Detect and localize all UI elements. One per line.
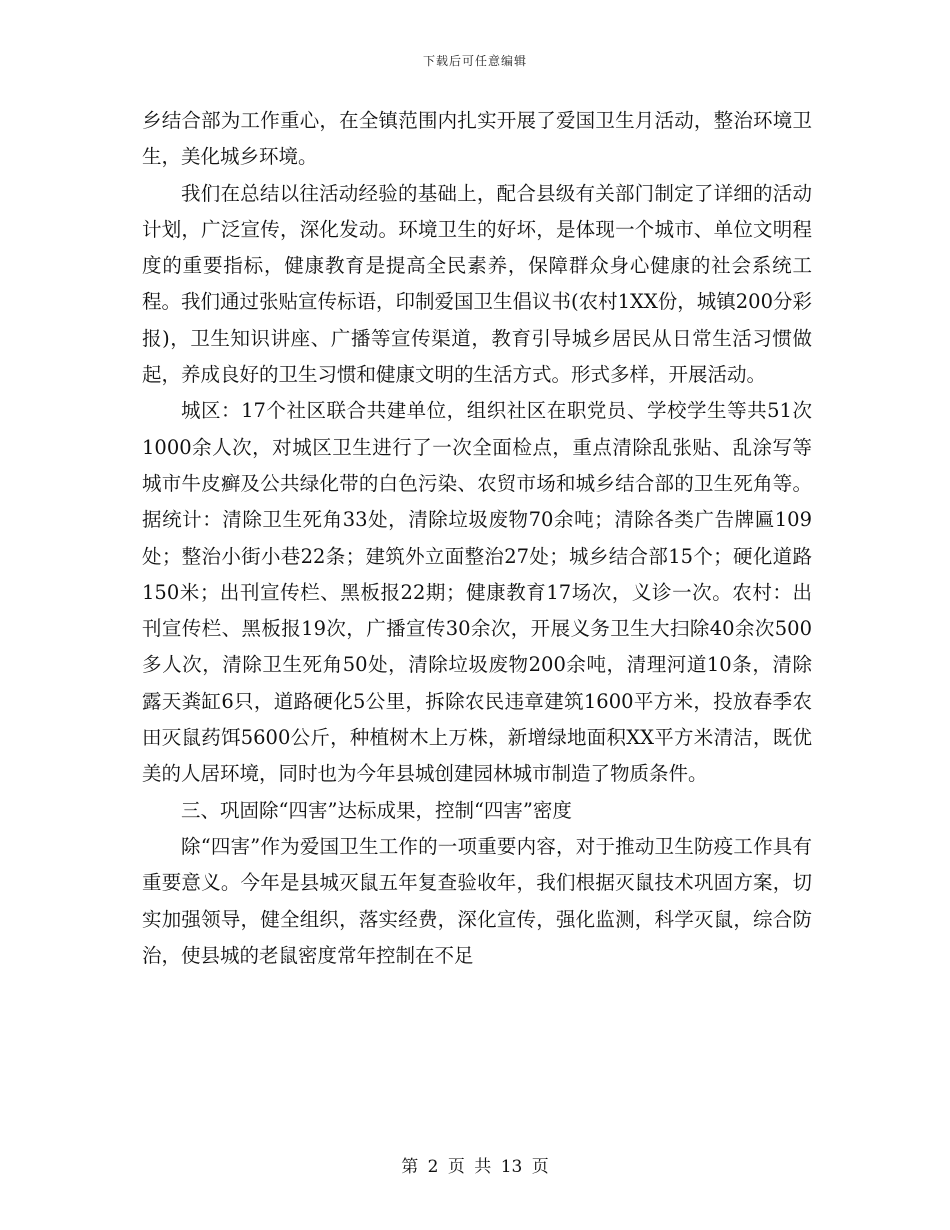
paragraph-3: 城区：17个社区联合共建单位，组织社区在职党员、学校学生等共51次1000余人次，对城区卫生进行了一次全面检点，重点清除乱张贴、乱涂写等城市牛皮癣及公共绿化带的白色污染、农贸市场和城乡结合部的卫生死角等。据统计：清除卫生死角33处，清除垃圾废物70余吨；清除各类广告牌匾109处；整治小街小巷22条；建筑外立面整治27处；城乡结合部15个；硬化道路150米；出刊宣传栏、黑板报22期；健康教育17场次，义诊一次。农村：出刊宣传栏、黑板报19次，广播宣传30余次，开展义务卫生大扫除40余次500多人次，清除卫生死角50处，清除垃圾废物200余吨，清理河道10条，清除露天粪缸6只，道路硬化5公里，拆除农民违章建筑1600平方米，投放春季农田灭鼠药饵5600公斤，种植树木上万株，新增绿地面积XX平方米清洁，既优美的人居环境，同时也为今年县城创建园林城市制造了物质条件。 xyxy=(142,399,812,786)
document-body xyxy=(142,103,812,974)
page-header: 下载后可任意编辑 xyxy=(422,54,527,68)
page-number-footer: 第 2 页 共 13 页 xyxy=(401,1157,549,1177)
section-heading: 三、巩固除“四害”达标成果，控制“四害”密度 xyxy=(181,798,572,822)
paragraph-1: 乡结合部为工作重心，在全镇范围内扎实开展了爱国卫生月活动，整治环境卫生，美化城乡环境。 xyxy=(142,109,812,169)
paragraph-2: 我们在总结以往活动经验的基础上，配合县级有关部门制定了详细的活动计划，广泛宣传，深化发动。环境卫生的好坏，是体现一个城市、单位文明程度的重要指标，健康教育是提高全民素养，保障群众身心健康的社会系统工程。我们通过张贴宣传标语，印制爱国卫生倡议书(农村1XX份，城镇200分彩报)，卫生知识讲座、广播等宣传渠道，教育引导城乡居民从日常生活习惯做起，养成良好的卫生习惯和健康文明的生活方式。形式多样，开展活动。 xyxy=(142,181,812,387)
paragraph-4: 除“四害”作为爱国卫生工作的一项重要内容，对于推动卫生防疫工作具有重要意义。今年是县城灭鼠五年复查验收年，我们根据灭鼠技术巩固方案，切实加强领导，健全组织，落实经费，深化宣传，强化监测，科学灭鼠，综合防治，使县城的老鼠密度常年控制在不足 xyxy=(142,834,812,967)
